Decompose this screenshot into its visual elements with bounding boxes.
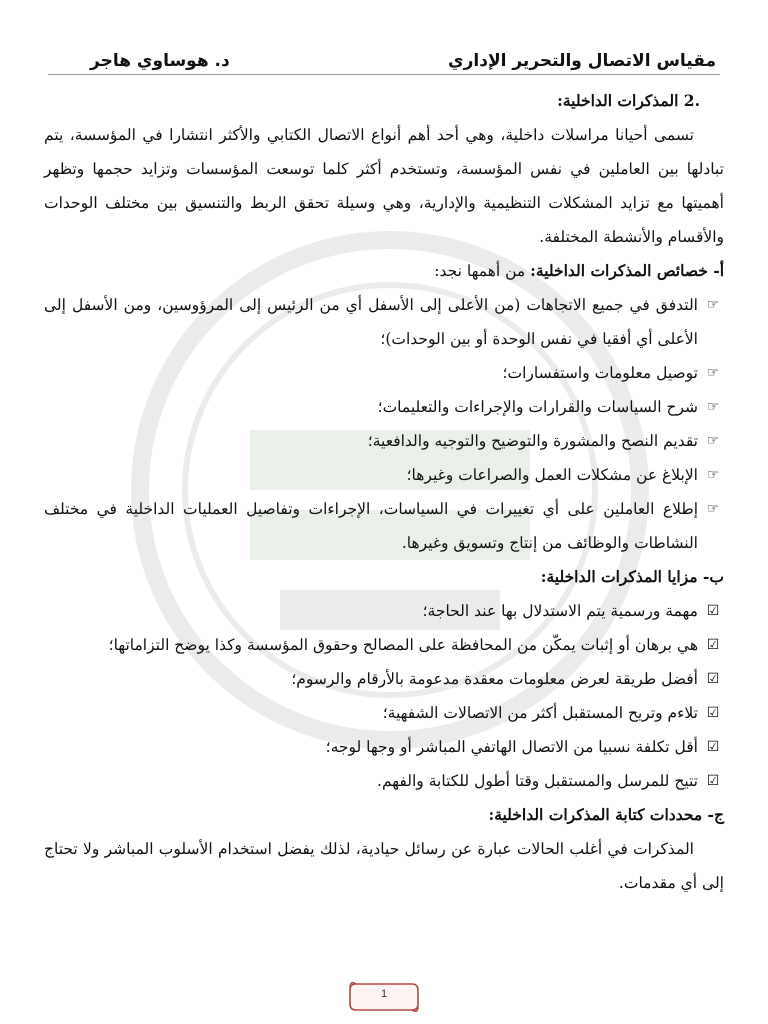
limits-heading: ج- محددات كتابة المذكرات الداخلية:	[488, 805, 724, 824]
section-heading: .2 المذكرات الداخلية:	[557, 91, 700, 110]
author-name: د. هوساوي هاجر	[90, 51, 230, 71]
list-item: ☑ أفضل طريقة لعرض معلومات معقدة مدعومة بالأرقام والرسوم؛	[44, 662, 724, 696]
checked-box-icon: ☑	[706, 637, 720, 653]
pointing-hand-icon: ☞	[706, 501, 720, 517]
features-list	[44, 288, 724, 560]
checked-box-icon: ☑	[706, 603, 720, 619]
pointing-hand-icon: ☞	[706, 365, 720, 381]
pointing-hand-icon: ☞	[706, 433, 720, 449]
advantages-list	[44, 594, 724, 798]
checked-box-icon: ☑	[706, 671, 720, 687]
list-item: ☞ الإبلاغ عن مشكلات العمل والصراعات وغيرها؛	[44, 458, 724, 492]
list-item: ☑ تلاءم وتريح المستقبل أكثر من الاتصالات الشفهية؛	[44, 696, 724, 730]
limits-paragraph: المذكرات في أغلب الحالات عبارة عن رسائل حيادية، لذلك يفضل استخدام الأسلوب المباشر ولا تحتاج إلى أي مقدمات.	[44, 840, 724, 892]
list-item: ☑ مهمة ورسمية يتم الاستدلال بها عند الحاجة؛	[44, 594, 724, 628]
checked-box-icon: ☑	[706, 705, 720, 721]
checked-box-icon: ☑	[706, 773, 720, 789]
page-number: 1	[380, 988, 388, 1000]
list-item: ☑ هي برهان أو إثبات يمكّن من المحافظة على المصالح وحقوق المؤسسة وكذا يوضح التزاماتها؛	[44, 628, 724, 662]
list-item: ☑ تتيح للمرسل والمستقبل وقتا أطول للكتابة والفهم.	[44, 764, 724, 798]
list-item: ☞ توصيل معلومات واستفسارات؛	[44, 356, 724, 390]
intro-paragraph: تسمى أحيانا مراسلات داخلية، وهي أحد أهم أنواع الاتصال الكتابي والأكثر انتشارا في المؤسسة، يتم تبادلها بين العاملين في نفس المؤسسة، وتستخدم أكثر كلما توسعت المؤسسات وتزايد حجمها وتظهر أهميتها مع تزايد المشكلات التنظيمية والإدارية، وهي وسيلة تحقق الربط والتنسيق بين مختلف الوحدات والأقسام والأنشطة المختلفة.	[44, 126, 724, 246]
header-divider	[48, 74, 720, 75]
pointing-hand-icon: ☞	[706, 467, 720, 483]
list-item: ☞ تقديم النصح والمشورة والتوضيح والتوجيه والدافعية؛	[44, 424, 724, 458]
checked-box-icon: ☑	[706, 739, 720, 755]
list-item: ☞ التدفق في جميع الاتجاهات (من الأعلى إلى الأسفل أي من الرئيس إلى المرؤوسين، ومن الأسفل إلى الأعلى أي أفقيا في نفس الوحدة أو بين الوحدات)؛	[44, 288, 724, 356]
list-item: ☑ أقل تكلفة نسبيا من الاتصال الهاتفي المباشر أو وجها لوجه؛	[44, 730, 724, 764]
advantages-heading: ب- مزايا المذكرات الداخلية:	[540, 567, 724, 586]
pointing-hand-icon: ☞	[706, 399, 720, 415]
list-item: ☞ شرح السياسات والقرارات والإجراءات والتعليمات؛	[44, 390, 724, 424]
features-title: أ- خصائص المذكرات الداخلية:	[530, 261, 724, 280]
list-item: ☞ إطلاع العاملين على أي تغييرات في السياسات، الإجراءات وتفاصيل العمليات الداخلية في مختلف النشاطات والوظائف من إنتاج وتسويق وغيرها.	[44, 492, 724, 560]
page-footer	[346, 978, 422, 1014]
features-heading	[44, 254, 724, 288]
course-title: مقياس الاتصال والتحرير الإداري	[448, 51, 716, 71]
pointing-hand-icon: ☞	[706, 297, 720, 313]
document-body	[44, 84, 724, 900]
features-subtitle: من أهمها نجد:	[434, 262, 531, 280]
page-header	[90, 46, 716, 76]
